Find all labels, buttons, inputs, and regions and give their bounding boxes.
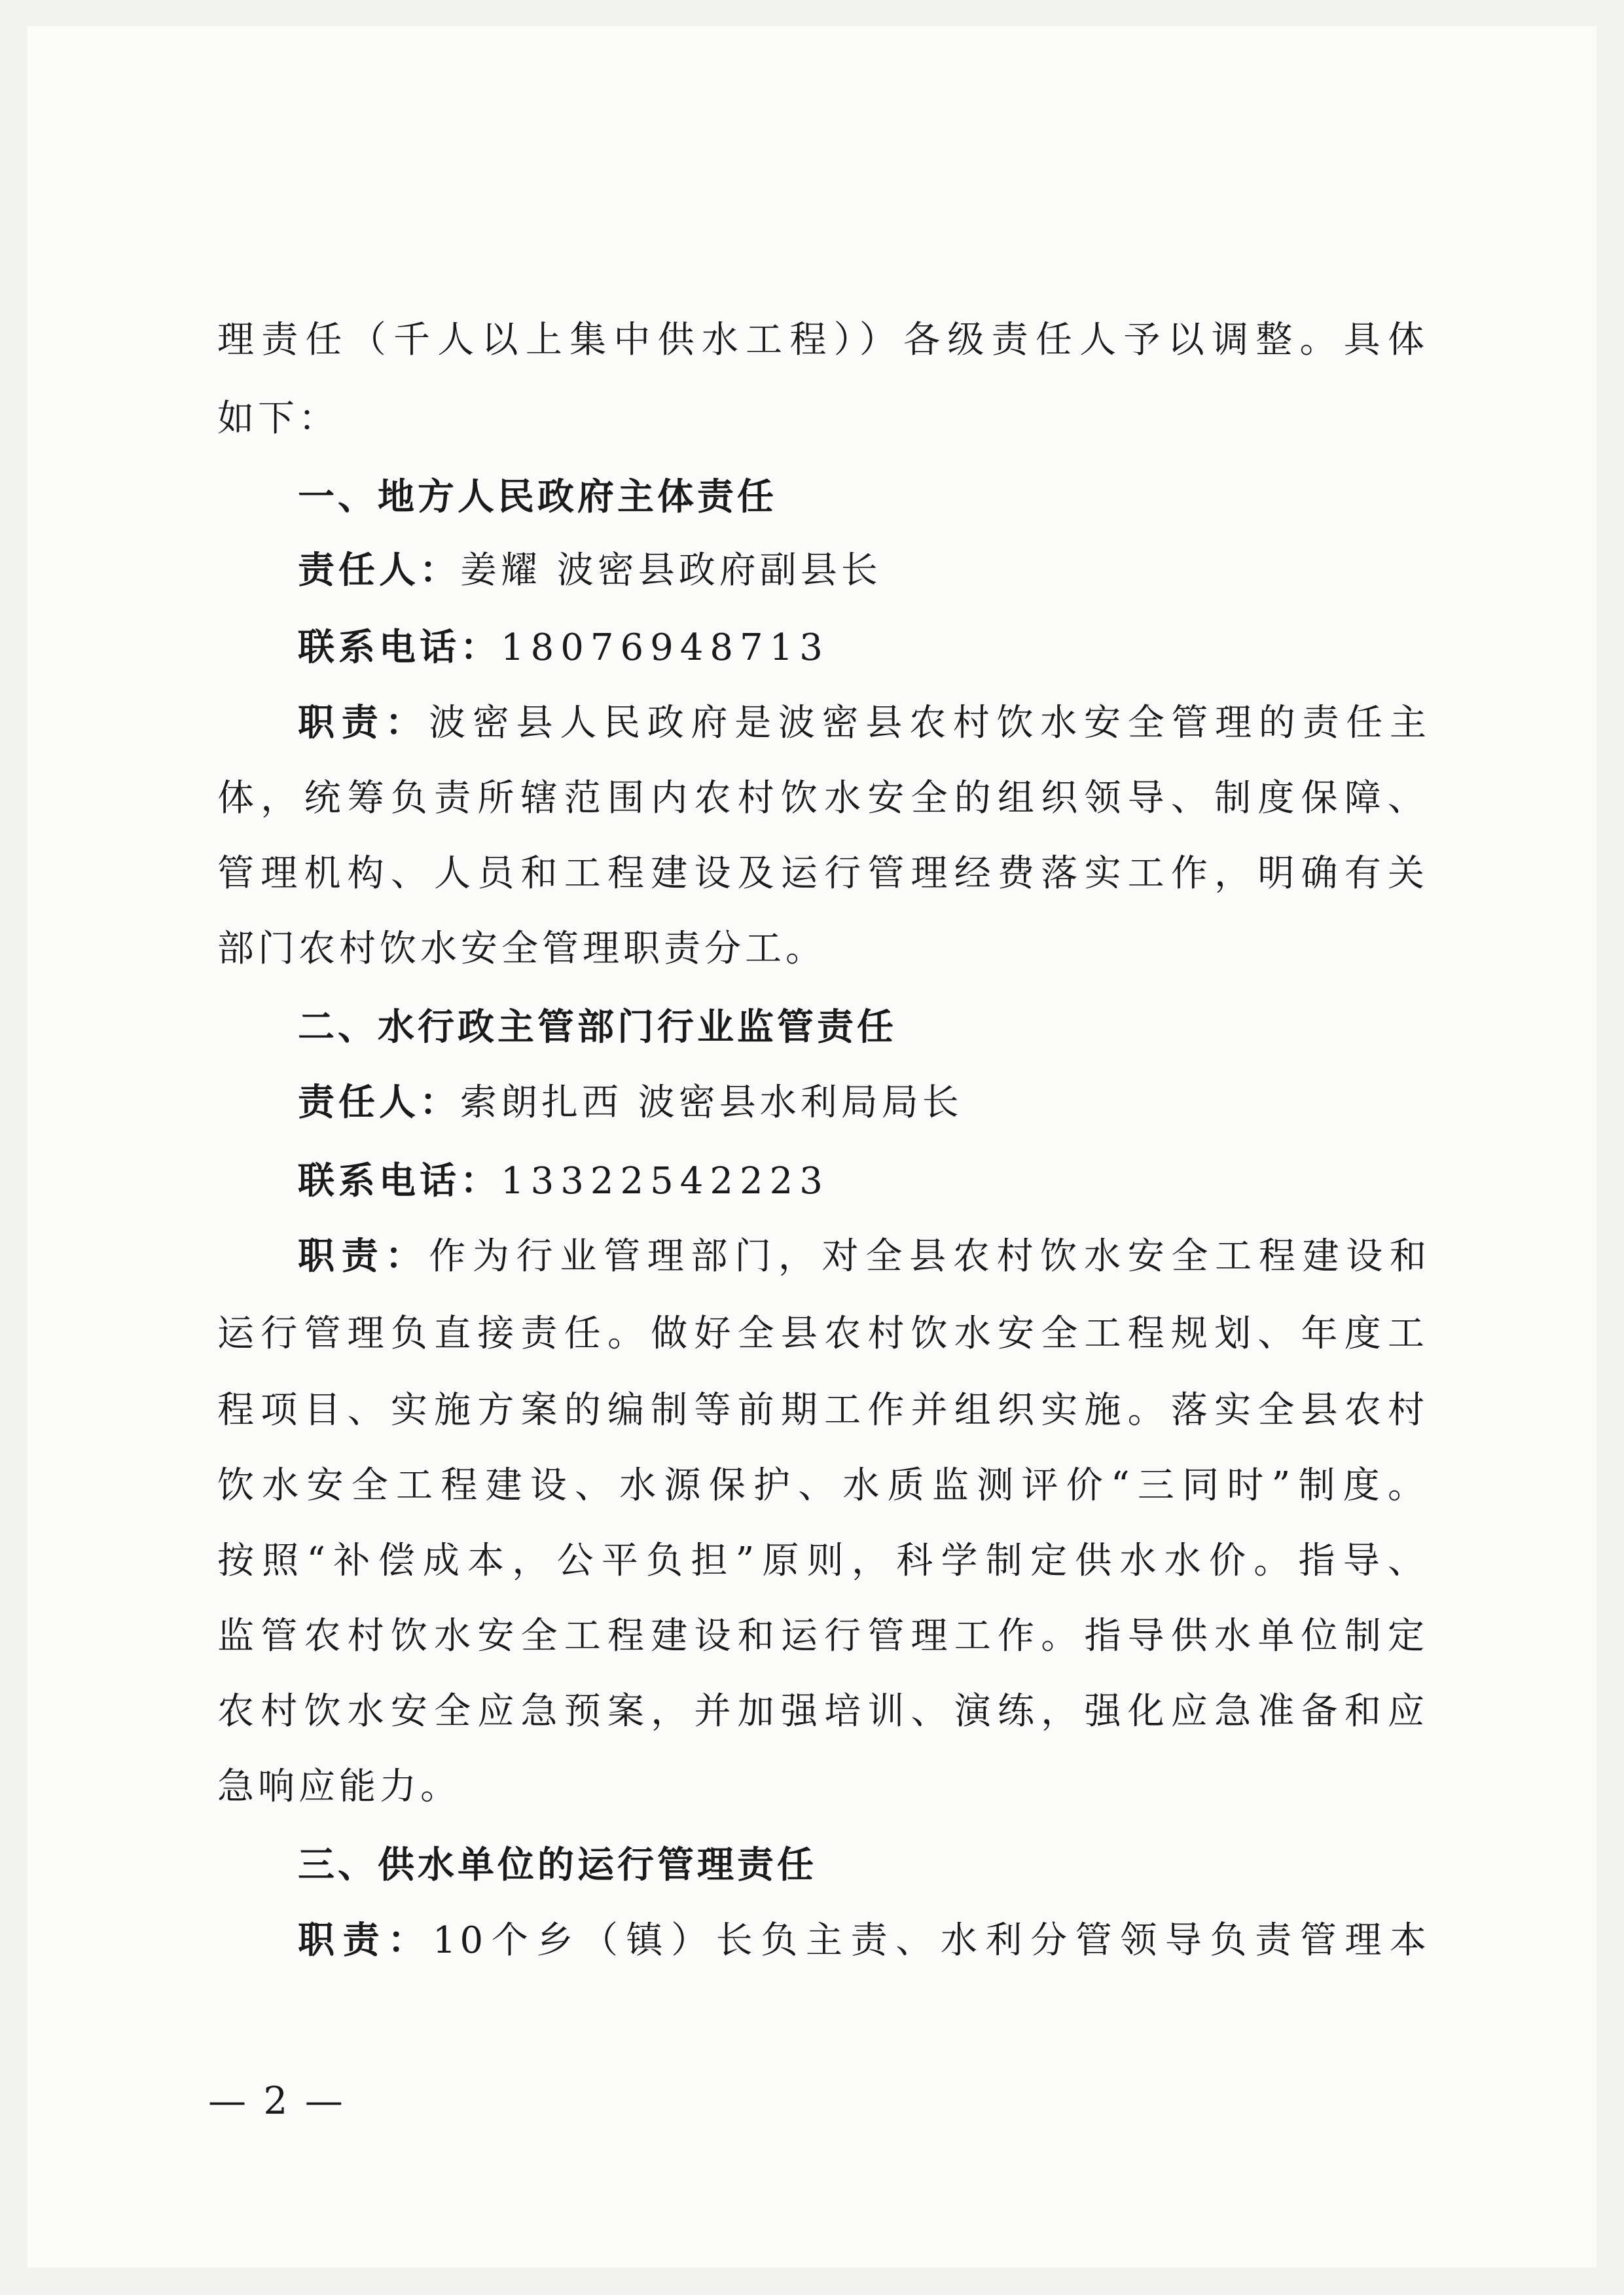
- duty-label: 职责：: [298, 1919, 433, 1962]
- duty-label: 职责：: [298, 1235, 429, 1278]
- paragraph-line: 体，统筹负责所辖范围内农村饮水安全的组织领导、制度保障、: [217, 777, 1428, 820]
- duty-text: 作为行业管理部门，对全县农村饮水安全工程建设和: [429, 1235, 1431, 1278]
- phone-label: 联系电话：: [298, 626, 501, 669]
- paragraph-line: 急响应能力。: [217, 1765, 461, 1808]
- paragraph-line: 农村饮水安全应急预案，并加强培训、演练，强化应急准备和应: [217, 1690, 1428, 1733]
- paragraph-line: 程项目、实施方案的编制等前期工作并组织实施。落实全县农村: [217, 1389, 1428, 1432]
- paragraph-line: 如下：: [217, 397, 339, 440]
- paragraph-line: 监管农村饮水安全工程建设和运行管理工作。指导供水单位制定: [217, 1615, 1428, 1657]
- duty-line: [298, 1218, 1430, 1296]
- responsible-person-line: [298, 532, 1430, 610]
- paragraph-line: 理责任（千人以上集中供水工程））各级责任人予以调整。具体: [217, 319, 1428, 361]
- phone-value: 13322542223: [501, 1160, 829, 1202]
- duty-line: [298, 1902, 1430, 1980]
- responsible-person-value: 姜耀 波密县政府副县长: [460, 549, 882, 592]
- duty-label: 职责：: [298, 702, 429, 744]
- section-heading-3: 三、供水单位的运行管理责任: [298, 1844, 817, 1887]
- section-heading-1: 一、地方人民政府主体责任: [298, 476, 777, 518]
- phone-label: 联系电话：: [298, 1160, 501, 1202]
- duty-text: 波密县人民政府是波密县农村饮水安全管理的责任主: [429, 702, 1431, 744]
- page-number: — 2 —: [208, 2078, 346, 2123]
- paragraph-line: 饮水安全工程建设、水源保护、水质监测评价“三同时”制度。: [217, 1464, 1428, 1507]
- phone-line: [298, 1142, 1430, 1221]
- duty-line: [298, 684, 1430, 763]
- responsible-person-label: 责任人：: [298, 549, 460, 592]
- responsible-person-line: [298, 1064, 1430, 1142]
- phone-value: 18076948713: [501, 626, 829, 669]
- responsible-person-label: 责任人：: [298, 1081, 460, 1124]
- paragraph-line: 管理机构、人员和工程建设及运行管理经费落实工作，明确有关: [217, 852, 1428, 895]
- responsible-person-value: 索朗扎西 波密县水利局局长: [460, 1081, 963, 1124]
- phone-line: [298, 609, 1430, 687]
- paragraph-line: 部门农村饮水安全管理职责分工。: [217, 928, 826, 970]
- paragraph-line: 按照“补偿成本，公平负担”原则，科学制定供水水价。指导、: [217, 1540, 1428, 1582]
- paragraph-line: 运行管理负直接责任。做好全县农村饮水安全工程规划、年度工: [217, 1312, 1428, 1355]
- section-heading-2: 二、水行政主管部门行业监管责任: [298, 1006, 897, 1049]
- duty-text: 10个乡（镇）长负主责、水利分管领导负责管理本: [432, 1919, 1430, 1962]
